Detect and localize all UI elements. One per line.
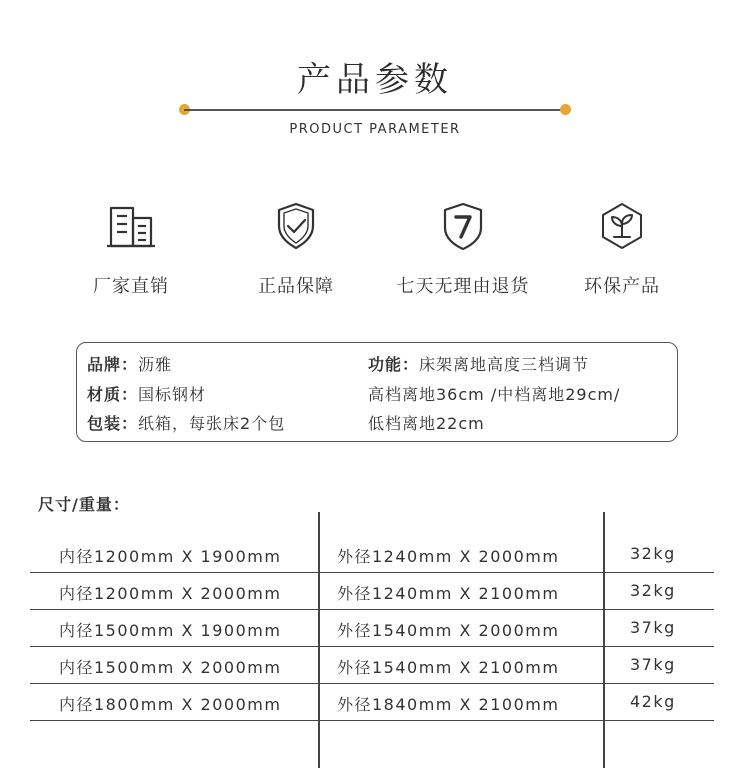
spec-value: 国标钢材 <box>138 385 207 404</box>
feature-factory-direct <box>36 200 226 298</box>
spec-material <box>87 382 206 405</box>
inner-size-cell: 内径1200mm X 1900mm <box>59 547 282 566</box>
spec-label: 品牌： <box>87 355 139 374</box>
spec-function-line3: 低档离地22cm <box>368 414 485 433</box>
spec-value: 纸箱，每张床2个包 <box>138 414 286 433</box>
table-row <box>30 646 714 684</box>
weight-cell: 32kg <box>630 544 676 563</box>
table-row <box>30 572 714 610</box>
table-row <box>30 683 714 721</box>
shield-check-icon <box>270 200 322 252</box>
size-weight-title: 尺寸/重量： <box>38 495 130 514</box>
eco-plant-icon <box>596 200 648 252</box>
seven-days-shield-icon <box>437 200 489 252</box>
inner-size-cell: 内径1500mm X 2000mm <box>59 658 282 677</box>
feature-label: 七天无理由退货 <box>396 276 530 297</box>
spec-label: 材质： <box>87 385 139 404</box>
inner-size-cell: 内径1200mm X 2000mm <box>59 584 282 603</box>
weight-cell: 42kg <box>630 692 676 711</box>
feature-label: 环保产品 <box>584 276 660 297</box>
spec-value: 床架离地高度三档调节 <box>419 355 590 374</box>
outer-size-cell: 外径1840mm X 2100mm <box>337 695 560 714</box>
building-icon <box>105 200 157 252</box>
weight-cell: 37kg <box>630 655 676 674</box>
spec-label: 包装： <box>87 414 139 433</box>
spec-function-line2: 高档离地36cm /中档离地29cm/ <box>368 385 621 404</box>
spec-value: 沥雅 <box>138 355 173 374</box>
inner-size-cell: 内径1500mm X 1900mm <box>59 621 282 640</box>
weight-cell: 37kg <box>630 618 676 637</box>
feature-label: 厂家直销 <box>93 276 169 297</box>
spec-packaging <box>87 411 285 434</box>
weight-cell: 32kg <box>630 581 676 600</box>
inner-size-cell: 内径1800mm X 2000mm <box>59 695 282 714</box>
spec-brand <box>87 352 172 375</box>
feature-eco <box>527 200 717 298</box>
page-title: 产品参数 <box>297 60 453 100</box>
feature-label: 正品保障 <box>258 276 334 297</box>
spec-function <box>368 352 589 375</box>
outer-size-cell: 外径1240mm X 2000mm <box>337 547 560 566</box>
table-row <box>30 609 714 647</box>
spec-label: 功能： <box>368 355 420 374</box>
title-divider <box>184 109 566 111</box>
feature-genuine <box>201 200 391 298</box>
table-row <box>30 535 714 573</box>
outer-size-cell: 外径1540mm X 2100mm <box>337 658 560 677</box>
title-line-right-dot <box>560 104 571 115</box>
page-subtitle: PRODUCT PARAMETER <box>289 122 461 137</box>
outer-size-cell: 外径1540mm X 2000mm <box>337 621 560 640</box>
outer-size-cell: 外径1240mm X 2100mm <box>337 584 560 603</box>
